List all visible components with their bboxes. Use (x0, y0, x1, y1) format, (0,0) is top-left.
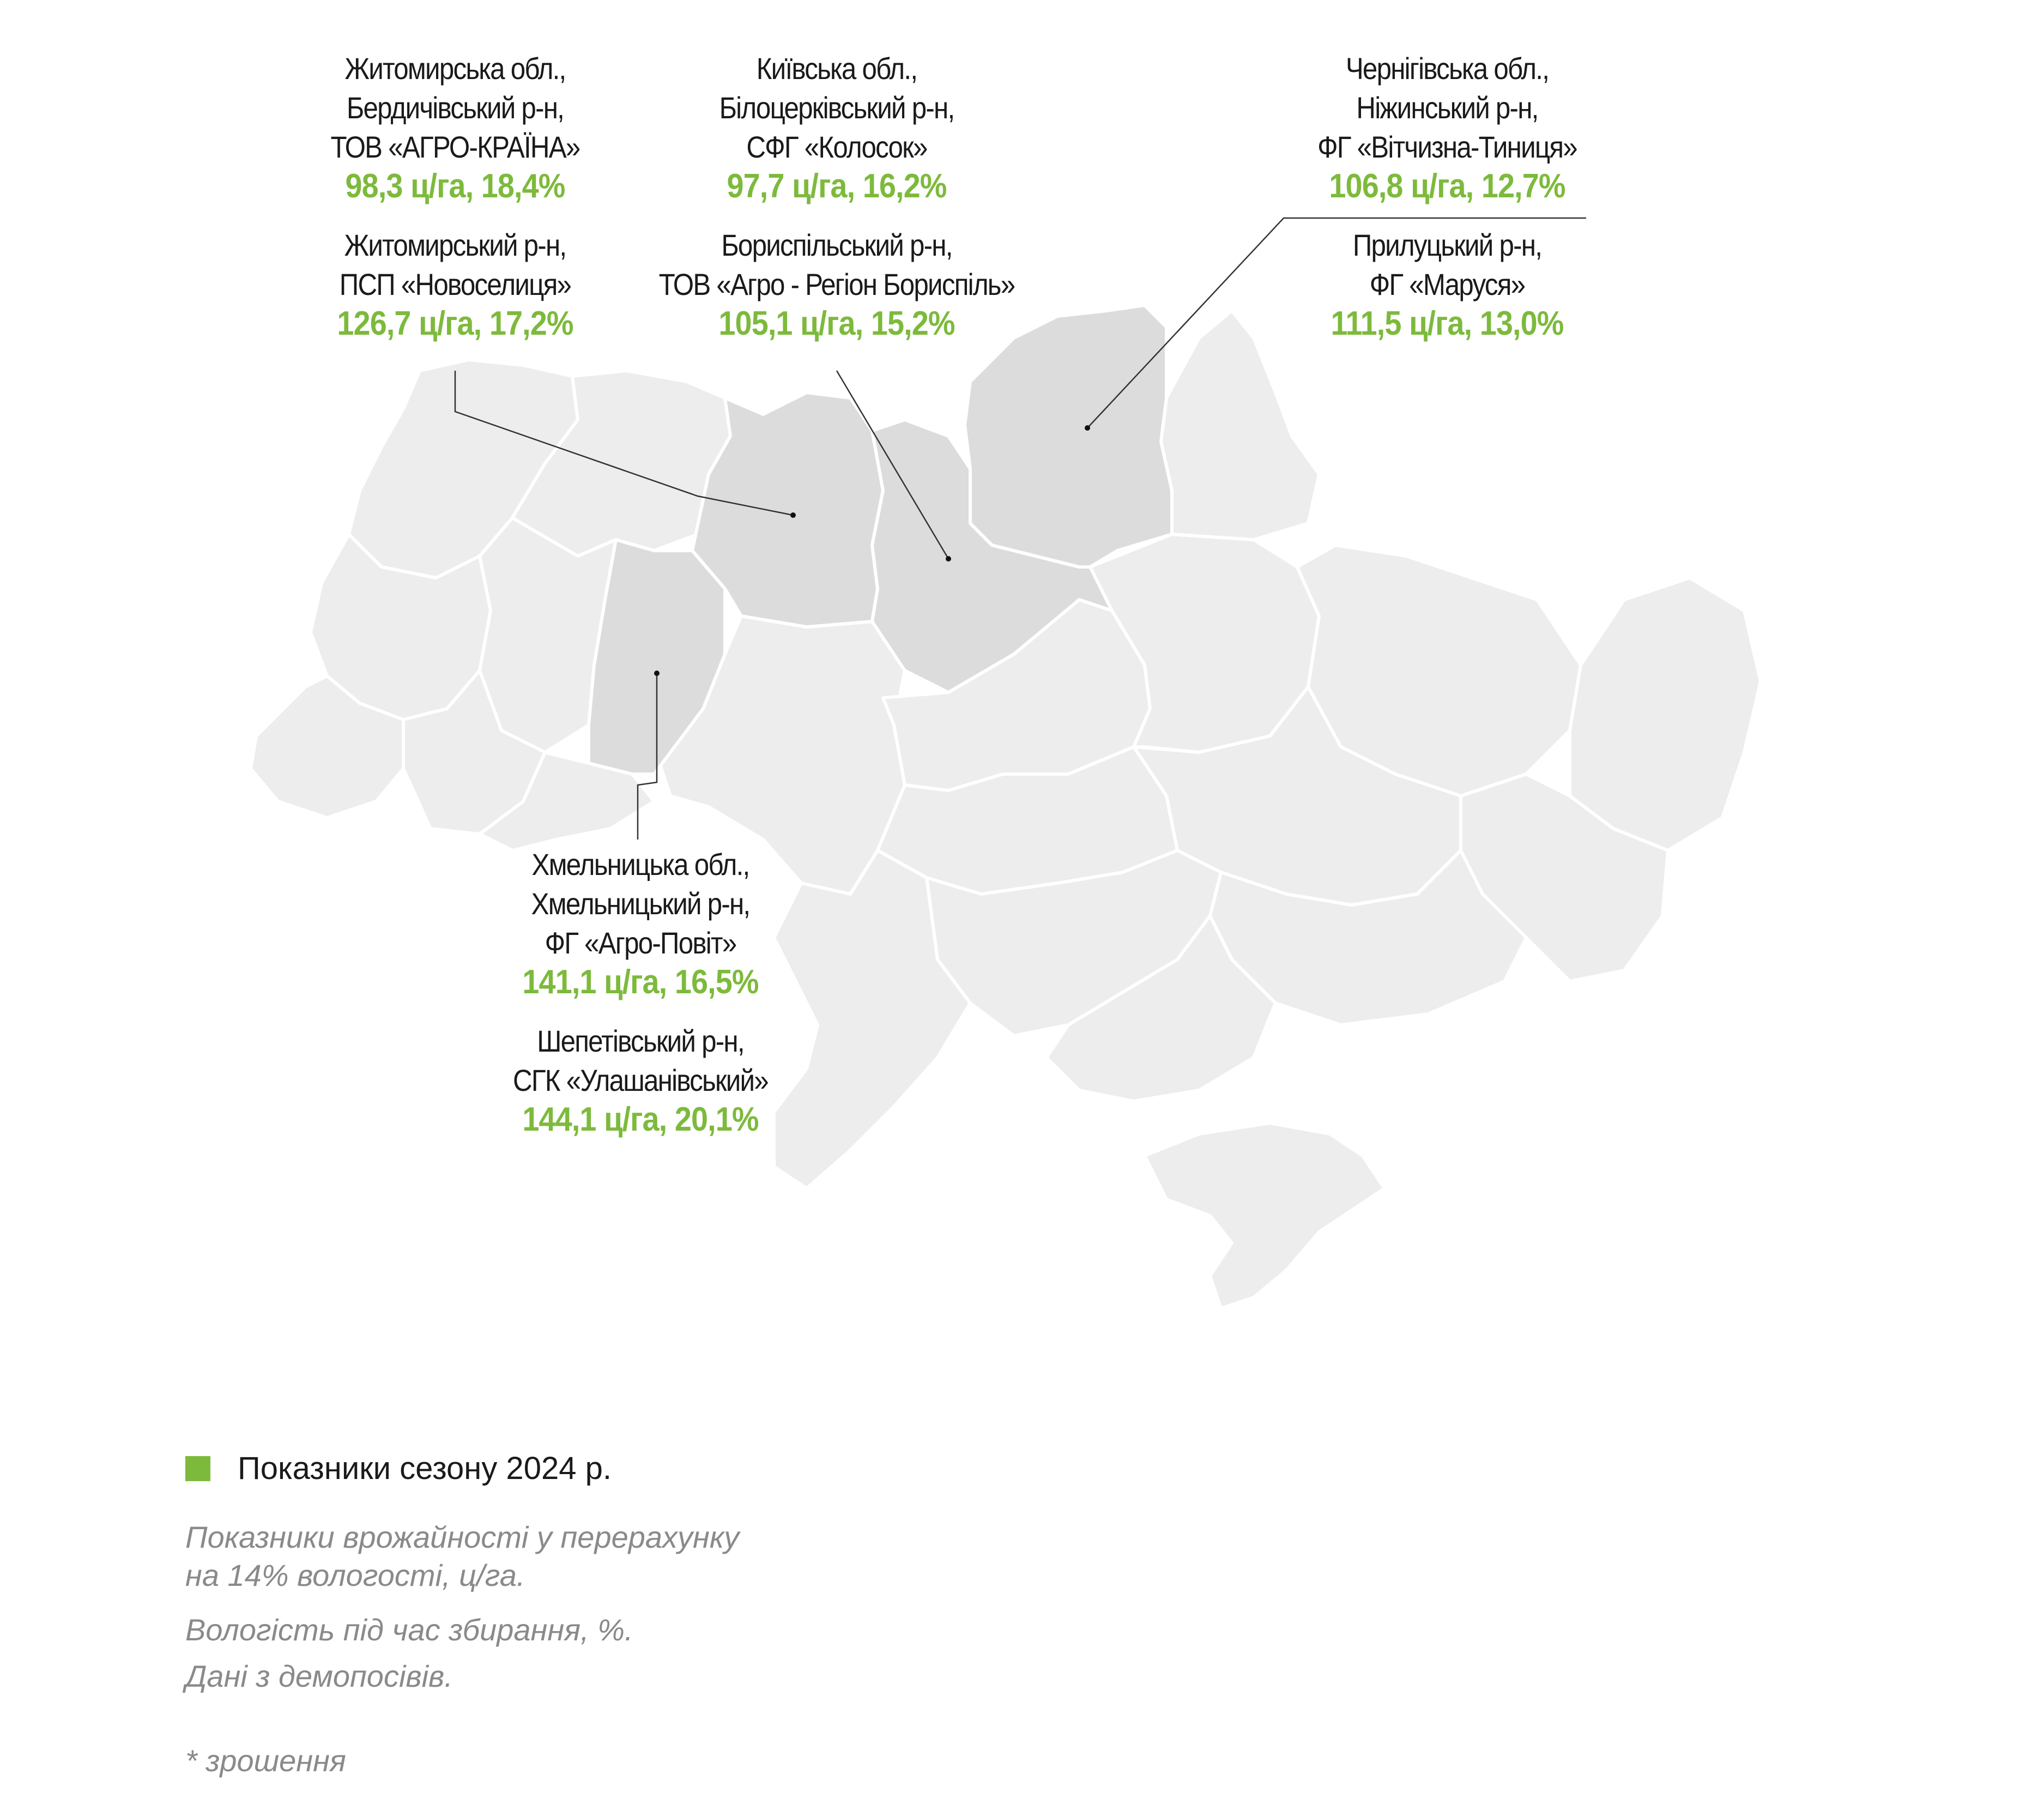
callout-line: Житомирська обл., (344, 51, 566, 86)
note-moisture: Вологість під час збирання, %. (185, 1613, 633, 1647)
callout-line: Київська обл., (756, 51, 917, 86)
callout-value: 141,1 ц/га, 16,5% (522, 963, 759, 1001)
callout-khmelnytskyi (433, 845, 848, 1139)
callout-line: Прилуцький р-н, (1352, 228, 1542, 262)
note-yield-line1: Показники врожайності у перерахунку (185, 1520, 740, 1554)
callout-line: ТОВ «АГРО-КРАЇНА» (330, 130, 580, 164)
legend (185, 1450, 612, 1487)
callout-kyiv (630, 49, 1044, 343)
note-footnote: * зрошення (185, 1743, 346, 1778)
callout-line: Чернігівська обл., (1345, 51, 1549, 86)
callout-line: ФГ «Маруся» (1369, 267, 1525, 301)
legend-swatch (185, 1456, 210, 1481)
callout-chernihiv (1240, 49, 1654, 343)
callout-value: 105,1 ц/га, 15,2% (718, 305, 955, 342)
region-sumy (1161, 311, 1319, 540)
note-yield-line2: на 14% вологості, ц/га. (185, 1558, 525, 1592)
marker-chernihiv (1085, 425, 1090, 431)
callout-value: 97,7 ц/га, 16,2% (727, 167, 947, 205)
callout-line: Бориспільський р-н, (721, 228, 952, 262)
region-luhansk (1570, 578, 1761, 850)
callout-line: СФГ «Колосок» (746, 130, 927, 164)
callout-value: 106,8 ц/га, 12,7% (1329, 167, 1565, 205)
callout-zhytomyr (248, 49, 662, 343)
marker-zhytomyr (790, 512, 796, 518)
marker-khmelnytskyi (654, 671, 660, 676)
callout-line: ТОВ «Агро - Регіон Бориспіль» (658, 267, 1015, 301)
callout-line: Білоцерківський р-н, (719, 90, 954, 125)
region-crimea (1145, 1123, 1384, 1308)
callout-line: ПСП «Новоселиця» (339, 267, 571, 301)
callout-line: Ніжинський р-н, (1356, 90, 1538, 125)
callout-value: 126,7 ц/га, 17,2% (337, 305, 573, 342)
callout-line: СГК «Улашанівський» (513, 1063, 768, 1097)
callout-line: ФГ «Агро-Повіт» (545, 926, 736, 960)
callout-line: Житомирський р-н, (344, 228, 566, 262)
region-chernihiv (965, 305, 1172, 567)
callout-line: Хмельницька обл., (531, 847, 749, 882)
callout-value: 144,1 ц/га, 20,1% (522, 1101, 759, 1138)
callout-line: ФГ «Вітчизна-Тиниця» (1317, 130, 1577, 164)
note-source: Дані з демопосівів. (185, 1659, 453, 1693)
callout-value: 98,3 ц/га, 18,4% (345, 167, 565, 205)
note-yield (185, 1518, 739, 1595)
marker-kyiv (946, 556, 951, 562)
callout-line: Шепетівський р-н, (537, 1024, 744, 1058)
callout-line: Хмельницький р-н, (531, 886, 750, 921)
callout-value: 111,5 ц/га, 13,0% (1331, 305, 1564, 342)
callout-line: Бердичівський р-н, (346, 90, 564, 125)
legend-label: Показники сезону 2024 р. (238, 1451, 612, 1486)
